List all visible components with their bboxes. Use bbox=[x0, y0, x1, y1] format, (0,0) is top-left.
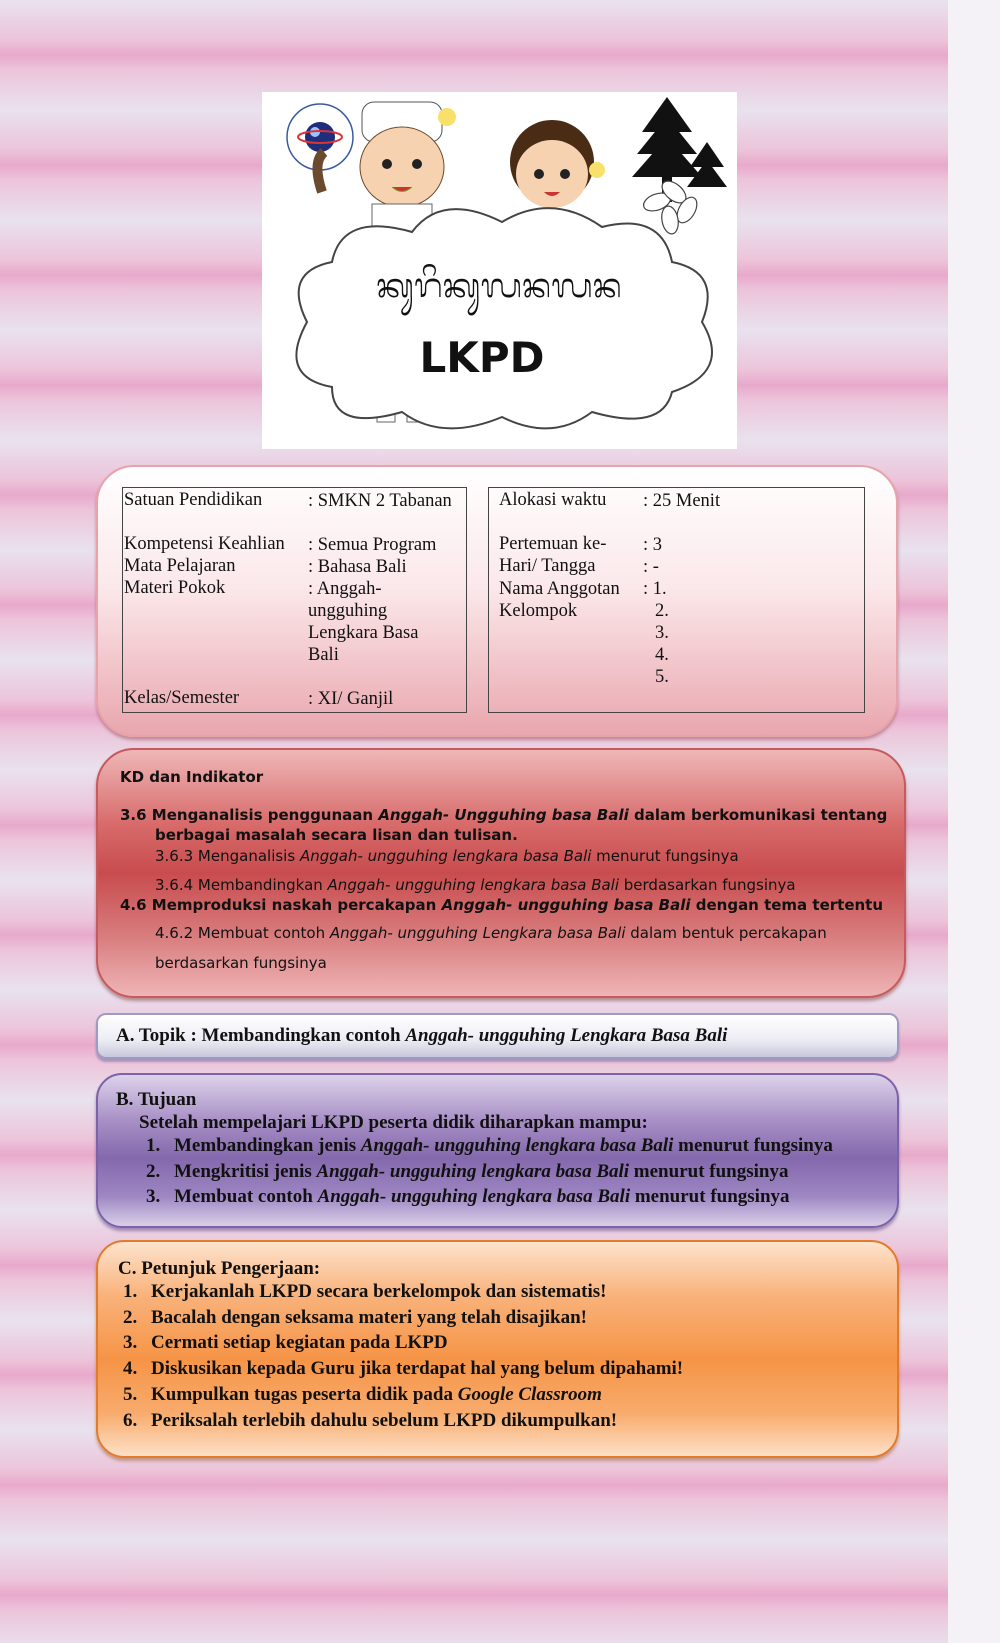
identity-value: : - bbox=[643, 557, 659, 577]
kd-3-6: 3.6 Menganalisis penggunaan Anggah- Ungguhing basa Bali dalam berkomunikasi tentang bbox=[120, 806, 888, 824]
petunjuk-item: 4. Diskusikan kepada Guru jika terdapat hal yang belum dipahami! bbox=[123, 1358, 684, 1379]
identity-label: Alokasi waktu bbox=[499, 490, 607, 510]
identity-label: Satuan Pendidikan bbox=[124, 490, 263, 510]
page-margin-strip bbox=[948, 0, 1000, 1643]
kd-heading: KD dan Indikator bbox=[120, 768, 264, 786]
identity-label: Hari/ Tangga bbox=[499, 556, 596, 576]
identity-table-right bbox=[488, 487, 865, 713]
petunjuk-item: 2. Bacalah dengan seksama materi yang telah disajikan! bbox=[123, 1307, 587, 1328]
tujuan-item: 2. Mengkritisi jenis Anggah- ungguhing lengkara basa Bali menurut fungsinya bbox=[146, 1161, 789, 1182]
cover-illustration bbox=[262, 92, 737, 449]
member-number: 3. bbox=[655, 623, 669, 643]
identity-value: : Bahasa Bali bbox=[308, 557, 407, 577]
cover-title: LKPD bbox=[419, 333, 545, 382]
topik-bar bbox=[96, 1013, 899, 1059]
petunjuk-item: 3. Cermati setiap kegiatan pada LKPD bbox=[123, 1332, 448, 1353]
indikator-4-6-2: 4.6.2 Membuat contoh Anggah- ungguhing Lengkara basa Bali dalam bentuk percakapan bbox=[155, 924, 827, 942]
balinese-script-text: ᬓᬸᬭᬶᬓᬸᬮᬦᬮᬦ bbox=[376, 266, 622, 306]
identity-label: Kelas/Semester bbox=[124, 688, 240, 708]
identity-table-left bbox=[122, 487, 467, 713]
identity-label: Pertemuan ke- bbox=[499, 534, 607, 554]
identity-label: Materi Pokok bbox=[124, 578, 226, 598]
petunjuk-item: 1. Kerjakanlah LKPD secara berkelompok dan sistematis! bbox=[123, 1281, 607, 1302]
identity-value: : SMKN 2 Tabanan bbox=[308, 491, 452, 511]
identity-value: : 1. bbox=[643, 579, 667, 599]
petunjuk-item: 6. Periksalah terlebih dahulu sebelum LKPD dikumpulkan! bbox=[123, 1410, 618, 1431]
member-number: 5. bbox=[655, 667, 669, 687]
identity-value: : Anggah- ungguhing Lengkara Basa Bali bbox=[308, 579, 419, 665]
indikator-3-6-4: 3.6.4 Membandingkan Anggah- ungguhing lengkara basa Bali berdasarkan fungsinya bbox=[155, 876, 796, 894]
petunjuk-panel bbox=[96, 1240, 899, 1458]
member-number: 4. bbox=[655, 645, 669, 665]
indikator-4-6-2-continued: berdasarkan fungsinya bbox=[155, 954, 327, 972]
cover-art bbox=[262, 92, 737, 449]
petunjuk-item: 5. Kumpulkan tugas peserta didik pada Google Classroom bbox=[123, 1384, 602, 1405]
kd-4-6: 4.6 Memproduksi naskah percakapan Anggah- ungguhing basa Bali dengan tema tertentu bbox=[120, 896, 884, 914]
identity-value: : Semua Program bbox=[308, 535, 437, 555]
identity-panel bbox=[96, 465, 898, 737]
tujuan-item: 3. Membuat contoh Anggah- ungguhing lengkara basa Bali menurut fungsinya bbox=[146, 1186, 790, 1207]
tujuan-heading: B. Tujuan bbox=[116, 1089, 197, 1110]
tujuan-item: 1. Membandingkan jenis Anggah- ungguhing lengkara basa Bali menurut fungsinya bbox=[146, 1135, 833, 1156]
member-number: 2. bbox=[655, 601, 669, 621]
identity-value: : 25 Menit bbox=[643, 491, 721, 511]
identity-value: : 3 bbox=[643, 535, 663, 555]
identity-label: Mata Pelajaran bbox=[124, 556, 236, 576]
identity-label: Kompetensi Keahlian bbox=[124, 534, 285, 554]
tujuan-panel bbox=[96, 1073, 899, 1228]
kd-3-6-continued: berbagai masalah secara lisan dan tulisan. bbox=[155, 826, 518, 844]
cloud-shape bbox=[296, 208, 712, 428]
topik-text: A. Topik : Membandingkan contoh Anggah- ungguhing Lengkara Basa Bali bbox=[116, 1025, 728, 1046]
identity-value: : XI/ Ganjil bbox=[308, 689, 394, 709]
indikator-3-6-3: 3.6.3 Menganalisis Anggah- ungguhing lengkara basa Bali menurut fungsinya bbox=[155, 847, 739, 865]
tujuan-intro: Setelah mempelajari LKPD peserta didik diharapkan mampu: bbox=[139, 1112, 648, 1133]
petunjuk-heading: C. Petunjuk Pengerjaan: bbox=[118, 1258, 321, 1279]
identity-label: Nama Anggotan Kelompok bbox=[499, 579, 620, 621]
kd-indikator-panel bbox=[96, 748, 906, 998]
